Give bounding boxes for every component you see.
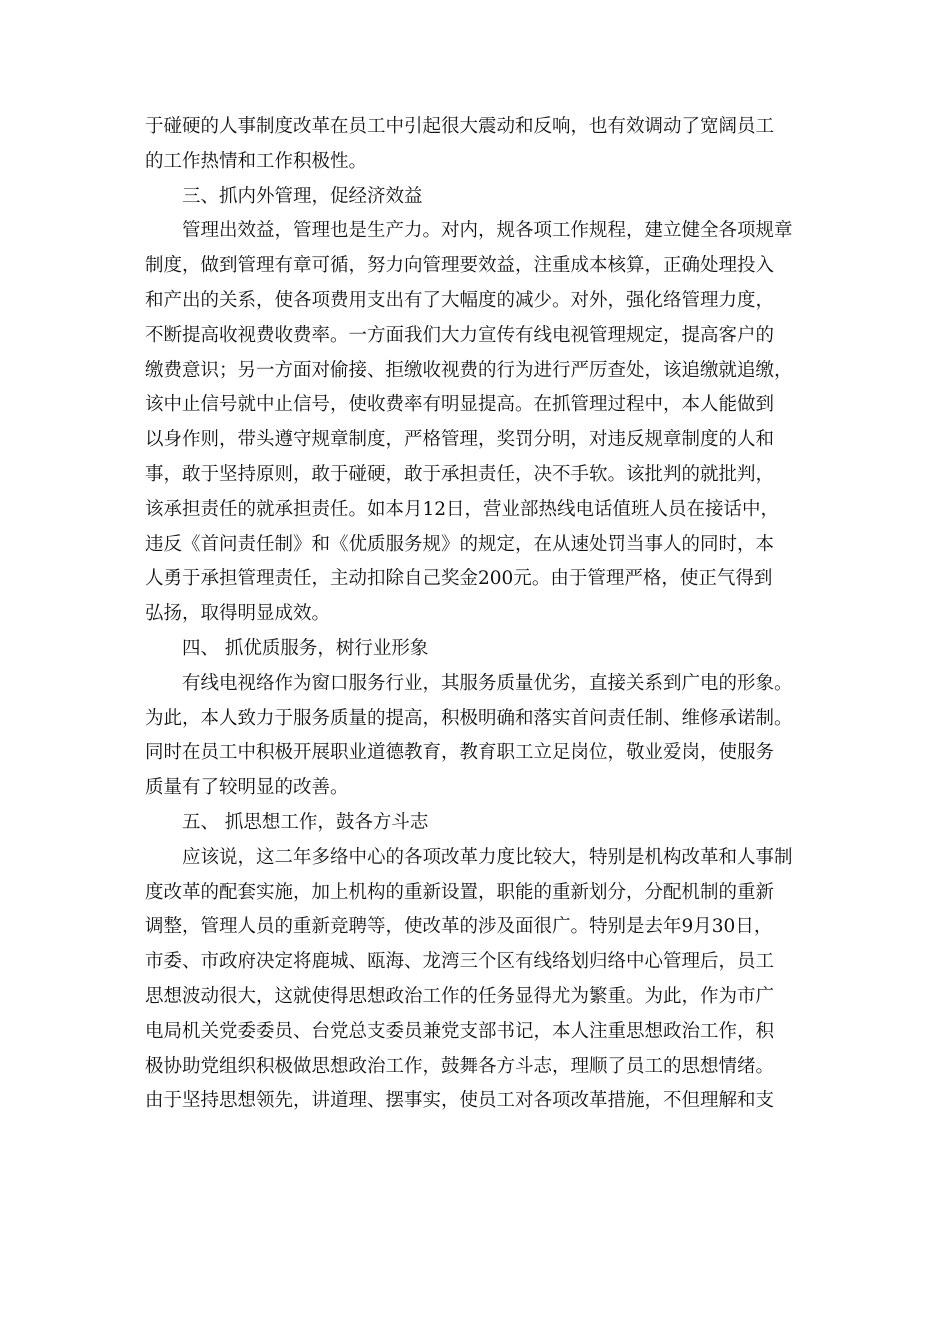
paragraph-line: 以身作则，带头遵守规章制度，严格管理，奖罚分明，对违反规章制度的人和 <box>145 429 775 451</box>
paragraph-line: 该中止信号就中止信号，使收费率有明显提高。在抓管理过程中，本人能做到 <box>145 394 775 416</box>
paragraph-line: 由于坚持思想领先，讲道理、摆事实，使员工对各项改革措施，不但理解和支 <box>145 1090 775 1112</box>
paragraph-line: 调整，管理人员的重新竞聘等，使改革的涉及面很广。特别是去年9月30日， <box>145 916 773 938</box>
document-body <box>145 110 805 1119</box>
paragraph-line: 思想波动很大，这就使得思想政治工作的任务显得尤为繁重。为此，作为市广 <box>145 985 775 1007</box>
paragraph-line: 于碰硬的人事制度改革在员工中引起很大震动和反响，也有效调动了宽阔员工 <box>145 116 775 137</box>
paragraph-line: 和产出的关系，使各项费用支出有了大幅度的减少。对外，强化络管理力度， <box>145 289 775 311</box>
paragraph-line: 人勇于承担管理责任，主动扣除自己奖金200元。由于管理严格，使正气得到 <box>145 568 773 590</box>
paragraph-line: 事，敢于坚持原则，敢于碰硬，敢于承担责任，决不手软。该批判的就批判， <box>145 463 775 485</box>
paragraph-line: 度改革的配套实施，加上机构的重新设置，职能的重新划分，分配机制的重新 <box>145 881 775 903</box>
paragraph-line: 应该说，这二年多络中心的各项改革力度比较大，特别是机构改革和人事制 <box>182 846 793 868</box>
paragraph-line: 制度，做到管理有章可循，努力向管理要效益，注重成本核算，正确处理投入 <box>145 255 775 277</box>
paragraph-line: 管理出效益，管理也是生产力。对内，规各项工作规程，建立健全各项规章 <box>182 220 793 242</box>
paragraph-line: 有线电视络作为窗口服务行业，其服务质量优劣，直接关系到广电的形象。 <box>182 672 793 694</box>
section-heading-5: 五、 抓思想工作，鼓各方斗志 <box>182 811 429 833</box>
paragraph-line: 极协助党组织积极做思想政治工作，鼓舞各方斗志，理顺了员工的思想情绪。 <box>145 1055 775 1077</box>
paragraph-line: 市委、市政府决定将鹿城、瓯海、龙湾三个区有线络划归络中心管理后，员工 <box>145 951 775 973</box>
paragraph-line: 违反《首问责任制》和《优质服务规》的规定，在从速处罚当事人的同时，本 <box>145 533 775 555</box>
paragraph-line: 不断提高收视费收费率。一方面我们大力宣传有线电视管理规定，提高客户的 <box>145 324 775 346</box>
paragraph-line: 质量有了较明显的改善。 <box>145 777 349 799</box>
paragraph-line: 缴费意识；另一方面对偷接、拒缴收视费的行为进行严厉查处，该追缴就追缴， <box>145 359 793 381</box>
section-heading-3: 三、抓内外管理，促经济效益 <box>182 185 423 207</box>
paragraph-line: 弘扬，取得明显成效。 <box>145 603 331 625</box>
paragraph-line: 的工作热情和工作积极性。 <box>145 150 368 172</box>
paragraph-line: 电局机关党委委员、台党总支委员兼党支部书记，本人注重思想政治工作，积 <box>145 1020 775 1042</box>
paragraph-line: 为此，本人致力于服务质量的提高，积极明确和落实首问责任制、维修承诺制。 <box>145 707 793 729</box>
section-heading-4: 四、 抓优质服务，树行业形象 <box>182 637 429 659</box>
paragraph-line: 同时在员工中积极开展职业道德教育，教育职工立足岗位，敬业爱岗，使服务 <box>145 742 775 764</box>
paragraph-line: 该承担责任的就承担责任。如本月12日，营业部热线电话值班人员在接话中， <box>145 498 780 520</box>
